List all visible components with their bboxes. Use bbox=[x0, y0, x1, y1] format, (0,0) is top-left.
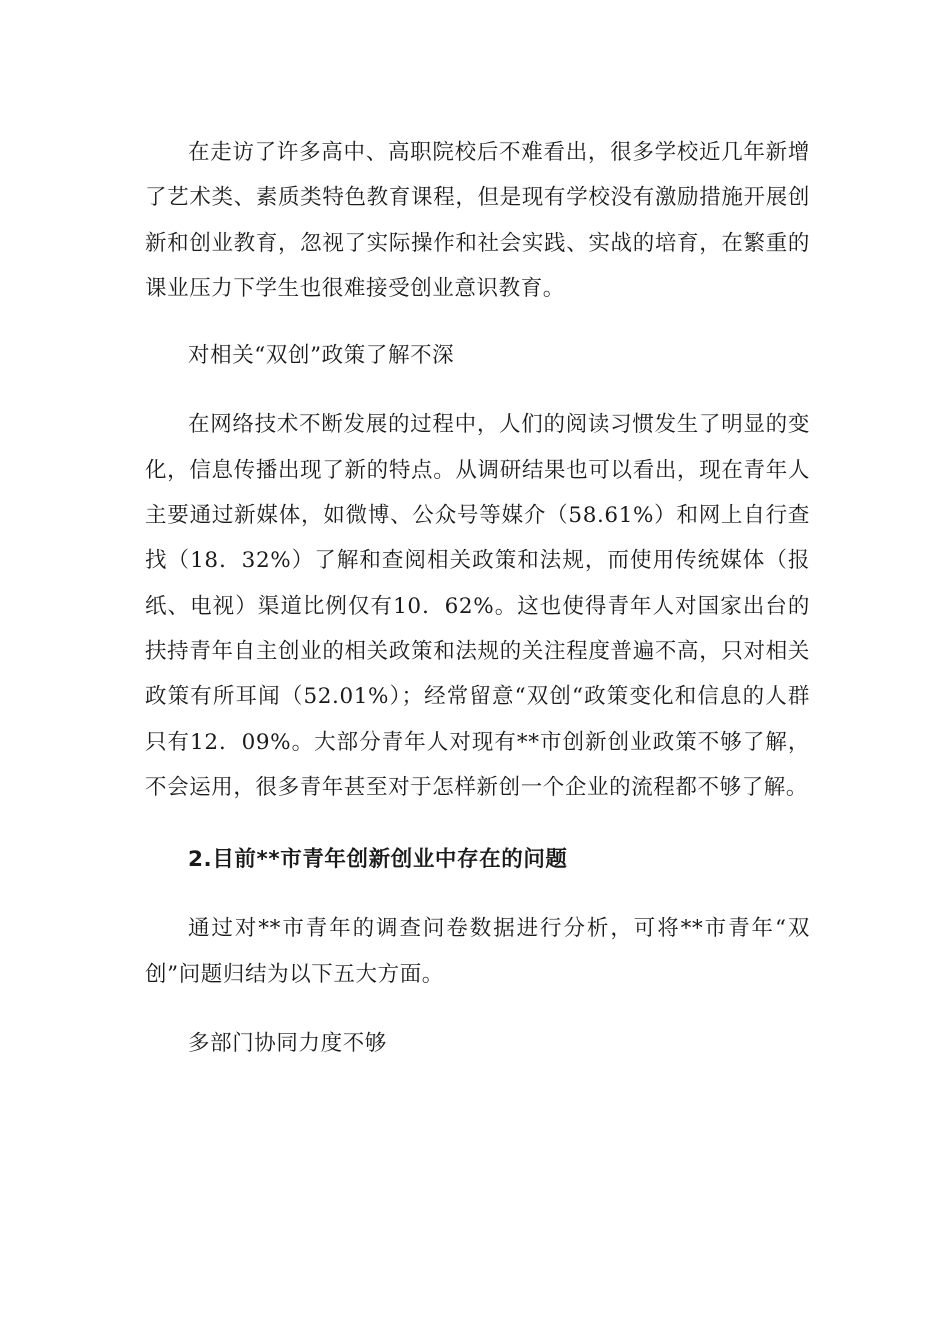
body-paragraph: 通过对**市青年的调查问卷数据进行分析，可将**市青年“双创”问题归结为以下五大方面。 bbox=[145, 916, 810, 987]
subheading: 多部门协同力度不够 bbox=[188, 1031, 387, 1057]
body-paragraph: 在网络技术不断发展的过程中，人们的阅读习惯发生了明显的变化，信息传播出现了新的特点。从调研结果也可以看出，现在青年人主要通过新媒体，如微博、公众号等媒介（58.61%）和网上自行查找（18．32%）了解和查阅相关政策和法规，而使用传统媒体（报纸、电视）渠道比例仅有10．62%。这也使得青年人对国家出台的扶持青年自主创业的相关政策和法规的关注程度普遍不高，只对相关政策有所耳闻（52.01%）；经常留意“双创“政策变化和信息的人群只有12．09%。大部分青年人对现有**市创新创业政策不够了解，不会运用，很多青年甚至对于怎样新创一个企业的流程都不够了解。 bbox=[145, 412, 810, 800]
document-page bbox=[145, 130, 810, 1066]
section-heading: 2.目前**市青年创新创业中存在的问题 bbox=[188, 847, 568, 873]
subheading: 对相关“双创”政策了解不深 bbox=[188, 343, 455, 369]
body-paragraph: 在走访了许多高中、高职院校后不难看出，很多学校近几年新增了艺术类、素质类特色教育课程，但是现有学校没有激励措施开展创新和创业教育，忽视了实际操作和社会实践、实战的培育，在繁重的课业压力下学生也很难接受创业意识教育。 bbox=[145, 140, 810, 301]
